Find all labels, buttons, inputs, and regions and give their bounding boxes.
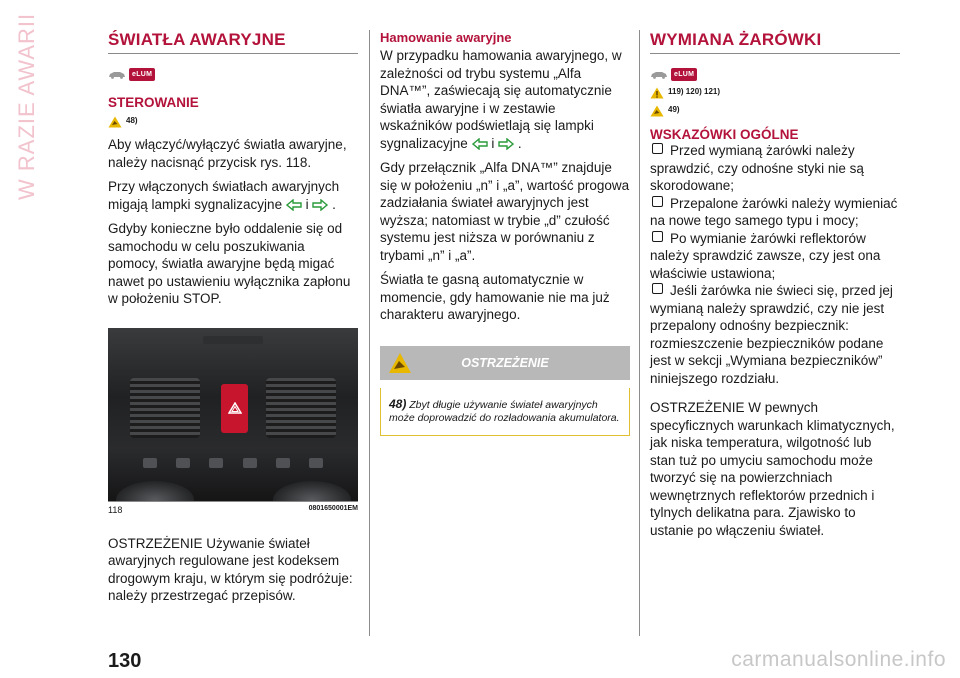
warning-triangle-icon: [108, 116, 122, 128]
warning-body-text: Zbyt długie używanie świateł awaryjnych może doprowadzić do rozładowania akumulatora.: [389, 398, 620, 424]
paragraph-text: i: [305, 196, 309, 212]
car-icon: [108, 70, 126, 79]
paragraph: [108, 178, 358, 213]
column-middle: [380, 30, 630, 436]
paragraph: Gdyby konieczne było oddalenie się od samochodu w celu poszukiwania pomocy, światła awaryjne będą migać nawet po ustawieniu wyłącznika zapłonu w położeniu STOP.: [108, 221, 351, 306]
figure-caption: [108, 505, 358, 515]
climate-button: [276, 458, 290, 468]
warning-ref-number: 49): [668, 105, 680, 114]
column-divider: [369, 30, 370, 636]
hazard-button: [221, 384, 248, 433]
paragraph: OSTRZEŻENIE W pewnych specyficznych warunkach klimatycznych, jak niska temperatura, wilgotność lub stan tuż po umyciu samochodu może tworzyć się na powierzchniach wewnętrznych reflektorów przednich i tylnych delikatna para. Zjawisko to ustanie po włączeniu świateł.: [650, 400, 895, 538]
elum-badge: eLUM: [671, 68, 697, 81]
climate-button: [143, 458, 157, 468]
paragraph: [380, 47, 630, 152]
column-divider: [639, 30, 640, 636]
checkbox-bullet-icon: [652, 143, 663, 154]
paragraph: Gdy przełącznik „Alfa DNA™” znajduje się w położeniu „n” i „a”, wartość progowa zadziałania świateł awaryjnych jest wyższa; natomiast w trybie „d” czułość systemu jest niższa w porównaniu z trybami „n” i „a”.: [380, 160, 630, 263]
page-number: 130: [108, 650, 142, 672]
climate-button: [243, 458, 257, 468]
climate-buttons: [143, 458, 323, 472]
warning-box-title: OSTRZEŻENIE: [461, 355, 549, 370]
hazard-triangle-icon: [228, 402, 242, 414]
chapter-side-label: W RAZIE AWARII: [14, 12, 39, 200]
list-item: [650, 282, 900, 387]
checkbox-bullet-icon: [652, 196, 663, 207]
display-strip: [203, 336, 263, 344]
paragraph: Światła te gasną automatycznie w momencie, gdy hamowanie nie ma już charakteru awaryjnego.: [380, 272, 610, 322]
column-left: [108, 30, 358, 605]
paragraph-text: Przy włączonych światłach awaryjnych migają lampki sygnalizacyjne: [108, 179, 340, 212]
list-item-text: Przepalone żarówki należy wymieniać na nowe tego samego typu i mocy;: [650, 195, 898, 228]
warning-box-body: [380, 388, 630, 436]
air-vent: [130, 378, 200, 438]
climate-button: [209, 458, 223, 468]
warning-number: 48): [389, 396, 407, 411]
title-rule: [650, 53, 900, 54]
climate-knob: [116, 481, 194, 502]
checkbox-bullet-icon: [652, 283, 663, 294]
watermark: carmanualsonline.info: [731, 648, 946, 671]
paragraph-text: .: [332, 196, 336, 212]
warning-box-header: [380, 346, 630, 380]
figure-number: 118: [108, 504, 123, 515]
subsection-title: Hamowanie awaryjne: [380, 30, 512, 45]
warning-ref-number: 48): [126, 116, 138, 125]
warning-reference: [650, 105, 900, 117]
section-title: ŚWIATŁA AWARYJNE: [108, 30, 286, 49]
warning-text: [389, 398, 623, 425]
subsection-title: STEROWANIE: [108, 95, 199, 110]
car-icon: [650, 70, 668, 79]
climate-button: [176, 458, 190, 468]
paragraph-text: W przypadku hamowania awaryjnego, w zależności od trybu systemu „Alfa DNA™”, zaświecają się automatycznie światła awaryjne i w zestawie wskaźników podświetlają się lampki sygnalizacyjne: [380, 48, 622, 151]
turn-right-indicator-icon: [498, 138, 514, 150]
title-rule: [108, 53, 358, 54]
list-item-text: Jeśli żarówka nie świeci się, przed jej wymianą należy sprawdzić, czy nie jest przepalony odnośny bezpiecznik: rozmieszczenie bezpieczników podane jest w sekcji „Wymiana bezpieczników” niniejszego rozdziału.: [650, 283, 893, 386]
column-right: [650, 30, 900, 539]
list-item: [650, 142, 900, 195]
paragraph: Aby włączyć/wyłączyć światła awaryjne, należy nacisnąć przycisk rys. 118.: [108, 137, 347, 170]
elum-marker: [650, 68, 900, 81]
turn-right-indicator-icon: [312, 199, 328, 211]
section-title: WYMIANA ŻARÓWKI: [650, 30, 822, 49]
list-item-text: Przed wymianą żarówki należy sprawdzić, czy odnośne styki nie są skorodowane;: [650, 143, 864, 193]
list-item: [650, 195, 900, 230]
caution-triangle-icon: [650, 87, 664, 99]
checkbox-bullet-icon: [652, 231, 663, 242]
warning-triangle-icon: [650, 105, 664, 117]
elum-badge: eLUM: [129, 68, 155, 81]
subsection-title: WSKAZÓWKI OGÓLNE: [650, 127, 799, 142]
paragraph-text: .: [517, 135, 522, 151]
warning-reference: [108, 116, 358, 128]
warning-reference: [650, 87, 900, 99]
list-item-text: Po wymianie żarówki reflektorów należy sprawdzić zawsze, czy jest ona właściwie ustawiona;: [650, 230, 881, 281]
hazard-button-figure: [108, 328, 358, 502]
elum-marker: [108, 68, 358, 81]
warning-triangle-icon: [388, 352, 412, 374]
turn-left-indicator-icon: [286, 199, 302, 211]
climate-button: [309, 458, 323, 468]
turn-left-indicator-icon: [472, 138, 488, 150]
bullet-list: [650, 142, 900, 387]
air-vent: [266, 378, 336, 438]
warning-ref-number: 119) 120) 121): [668, 87, 721, 96]
paragraph: OSTRZEŻENIE Używanie świateł awaryjnych regulowane jest kodeksem drogowym kraju, w którym się podróżuje: należy przestrzegać przepisów.: [108, 535, 353, 603]
paragraph-text: i: [491, 135, 495, 151]
figure-code: 0801650001EM: [308, 504, 358, 512]
climate-knob: [273, 481, 351, 502]
list-item: [650, 230, 900, 283]
